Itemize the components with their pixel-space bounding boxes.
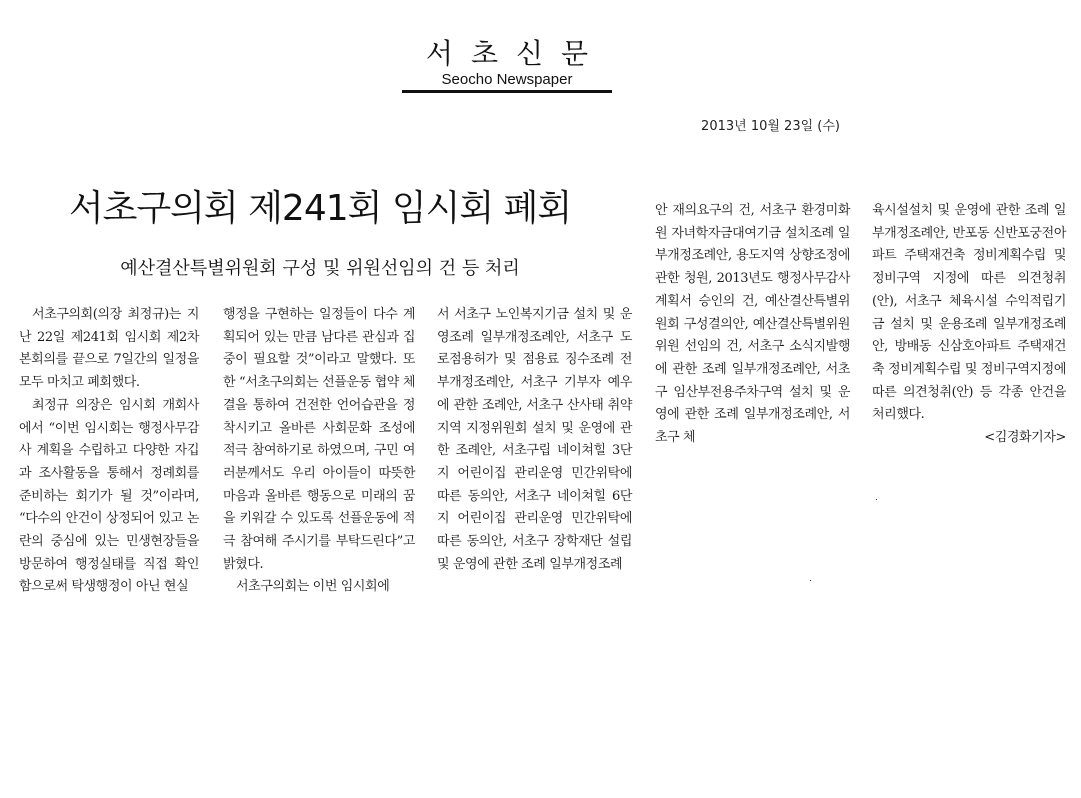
publication-date: 2013년 10월 23일 (수) — [701, 119, 840, 134]
paragraph: 최정규 의장은 임시회 개회사에서 “이번 임시회는 행정사무감사 계획을 수립하고 다양한 자깁과 조사활동을 통해서 정례회를 준비하는 회기가 될 것”이라며, “다수의 안건이 상정되어 있고 논란의 중심에 있는 민생현장들을 방문하여 행정실태를 직접 확인함으로써 탁생행정이 아닌 현실 — [19, 397, 199, 595]
subheadline: 예산결산특별위원회 구성 및 위원선임의 건 등 처리 — [120, 258, 520, 279]
article-column-2 — [223, 304, 415, 599]
print-speck — [810, 580, 811, 581]
article-column-3 — [437, 304, 632, 576]
print-speck — [876, 499, 877, 500]
paragraph: 서 서초구 노인복지기금 설치 및 운영조례 일부개정조례안, 서초구 도로점용허가 및 점용료 징수조례 전부개정조례안, 서초구 기부자 예우에 관한 조례안, 서초구 산사태 취약지역 지정위원회 설치 및 운영에 관한 조례안, 서초구립 네이쳐힐 3단지 어린이집 관리운영 민간위탁에 따른 동의안, 서초구 네이쳐힐 6단지 어린이집 관리운영 민간위탁에 따른 동의안, 서초구 장학재단 설립 및 운영에 관한 조례 일부개정조례 — [437, 307, 632, 572]
article-column-1 — [19, 304, 199, 599]
paragraph: 행정을 구현하는 일정들이 다수 계획되어 있는 만큼 남다른 관심과 집중이 필요할 것”이라고 말했다. 또한 “서초구의회는 선플운동 협약 체결을 통하여 건전한 언어습관을 정착시키고 올바른 사회문화 조성에 적극 참여하기로 하였으며, 구민 여러분께서도 우리 아이들이 따뜻한 마음과 올바른 행동으로 미래의 꿈을 키워갈 수 있도록 선플운동에 적극 참여해 주시기를 부탁드린다”고 밝혔다. — [223, 307, 415, 572]
masthead-rule — [402, 90, 612, 93]
headline: 서초구의회 제241회 임시회 폐회 — [68, 188, 572, 229]
masthead-subtitle: Seocho Newspaper — [441, 71, 573, 88]
paragraph: 안 재의요구의 건, 서초구 환경미화원 자녀학자금대여기금 설치조례 일부개정조례안, 용도지역 상향조정에 관한 청원, 2013년도 행정사무감사계획서 승인의 건, 예산결산특별위원회 구성결의안, 예산결산특별위원위원 선임의 건, 서초구 소식지발행에 관한 조례 일부개정조례안, 서초구 임산부전용주차구역 설치 및 운영에 관한 조례 일부개정조례안, 서초구 체 — [655, 203, 850, 446]
masthead-title: 서초신문 — [425, 37, 607, 70]
paragraph: 육시설설치 및 운영에 관한 조례 일부개정조례안, 반포동 신반포궁전아파트 주택재건축 정비계획수립 및 정비구역 지정에 따른 의견청취(안), 서초구 체육시설 수익적립기금 설치 및 운용조례 일부개정조례안, 방배동 신삼호아파트 주택재건축 정비계획수립 및 정비구역지정에 따른 의견청취(안) 등 각종 안건을 처리했다. — [872, 203, 1066, 423]
paragraph: 서초구의회는 이번 임시회에 — [236, 579, 390, 595]
article-column-5 — [872, 200, 1066, 450]
byline: <김경화기자> — [984, 430, 1066, 446]
article-column-4 — [655, 200, 850, 450]
paragraph: 서초구의회(의장 최정규)는 지난 22일 제241회 임시회 제2차 본회의를 끝으로 7일간의 일정을 모두 마치고 폐회했다. — [19, 307, 199, 391]
